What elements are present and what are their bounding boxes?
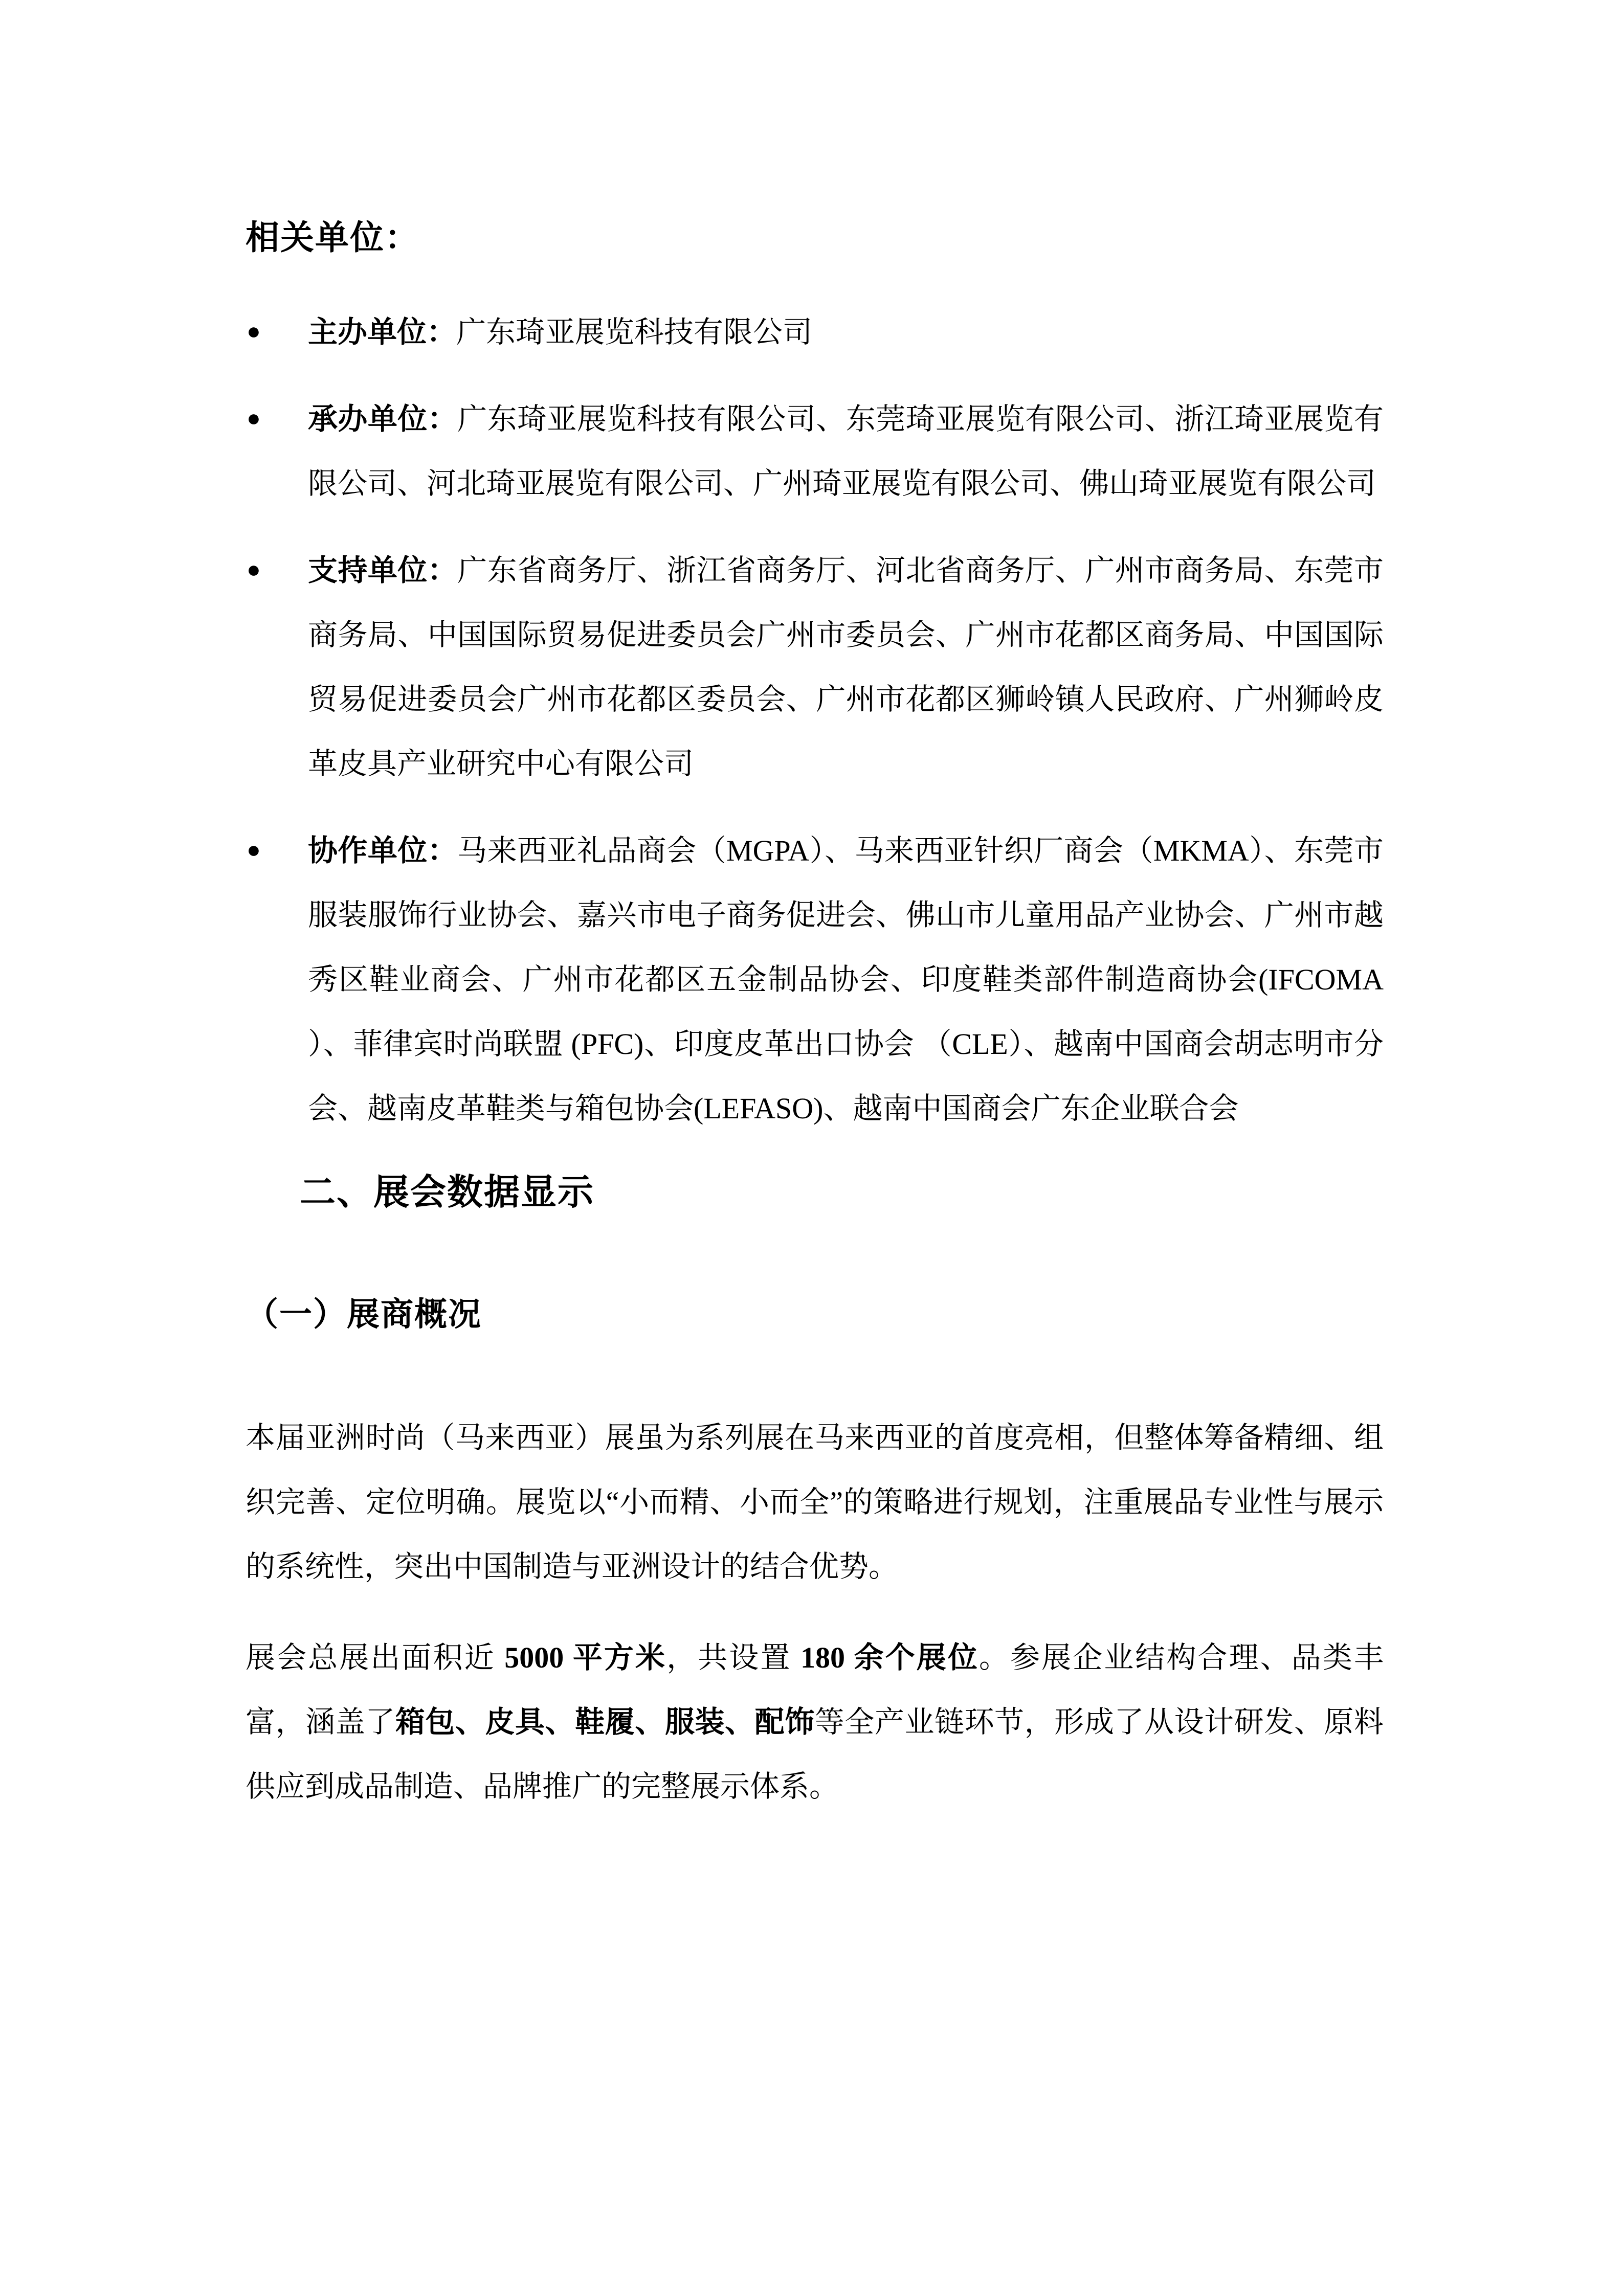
- bullet-item-co-organizers: [246, 387, 1384, 516]
- bullet-item-collaborators: [246, 819, 1384, 1141]
- paragraph-text: 等全产业链环节，形成了从设计研发、原料供应到成品制造、品牌推广的完整展示体系。: [246, 1705, 1384, 1803]
- bullet-icon: ●: [247, 318, 261, 345]
- section-heading: 二、展会数据显示: [300, 1172, 594, 1212]
- related-units-list: [246, 300, 1384, 1141]
- highlight-booths: 180 余个展位: [800, 1640, 979, 1674]
- bullet-text: 马来西亚礼品商会（MGPA）、马来西亚针织厂商会（MKMA）、东莞市服装服饰行业协会、嘉兴市电子商务促进会、佛山市儿童用品产业协会、广州市越秀区鞋业商会、广州市花都区五金制品协会、印度鞋类部件制造商协会(IFCOMA ）、菲律宾时尚联盟 (PFC)、印度皮革出口协会 （CLE）、越南中国商会胡志明市分会、越南皮革鞋类与箱包协会(LEFASO)、越南中国商会广东企业联合会: [308, 834, 1384, 1126]
- paragraph-text: 本届亚洲时尚（马来西亚）展虽为系列展在马来西亚的首度亮相，但整体筹备精细、组织完善、定位明确。展览以“小而精、小而全”的策略进行规划，注重展品专业性与展示的系统性，突出中国制造与亚洲设计的结合优势。: [246, 1421, 1384, 1583]
- bullet-label: 承办单位：: [308, 402, 458, 436]
- bullet-icon: ●: [247, 837, 261, 863]
- bullet-item-organizer: [246, 300, 1384, 365]
- subsection-heading: （一）展商概况: [246, 1295, 482, 1333]
- paragraph-exhibitor-overview: [246, 1406, 1384, 1599]
- bullet-text: 广东省商务厅、浙江省商务厅、河北省商务厅、广州市商务局、东莞市商务局、中国国际贸易促进委员会广州市委员会、广州市花都区商务局、中国国际贸易促进委员会广州市花都区委员会、广州市花都区狮岭镇人民政府、广州狮岭皮革皮具产业研究中心有限公司: [308, 554, 1384, 781]
- highlight-categories: 箱包、皮具、鞋履、服装、配饰: [395, 1705, 815, 1739]
- bullet-label: 支持单位：: [308, 554, 458, 588]
- bullet-item-supporters: [246, 538, 1384, 796]
- highlight-area: 5000 平方米: [504, 1640, 667, 1674]
- bullet-label: 协作单位：: [308, 834, 458, 868]
- paragraph-text: ，共设置: [666, 1640, 801, 1674]
- paragraph-exhibition-scale: [246, 1626, 1384, 1819]
- paragraph-text: 。参展企业结构合理、品类丰富，涵盖了: [246, 1640, 1384, 1739]
- bullet-icon: ●: [247, 556, 261, 583]
- bullet-icon: ●: [247, 405, 261, 432]
- page-title: 相关单位：: [246, 218, 419, 256]
- paragraph-text: 展会总展出面积近: [246, 1640, 505, 1674]
- bullet-text: 广东琦亚展览科技有限公司、东莞琦亚展览有限公司、浙江琦亚展览有限公司、河北琦亚展览有限公司、广州琦亚展览有限公司、佛山琦亚展览有限公司: [308, 402, 1384, 501]
- bullet-label: 主办单位：: [308, 316, 457, 349]
- bullet-text: 广东琦亚展览科技有限公司: [456, 316, 813, 349]
